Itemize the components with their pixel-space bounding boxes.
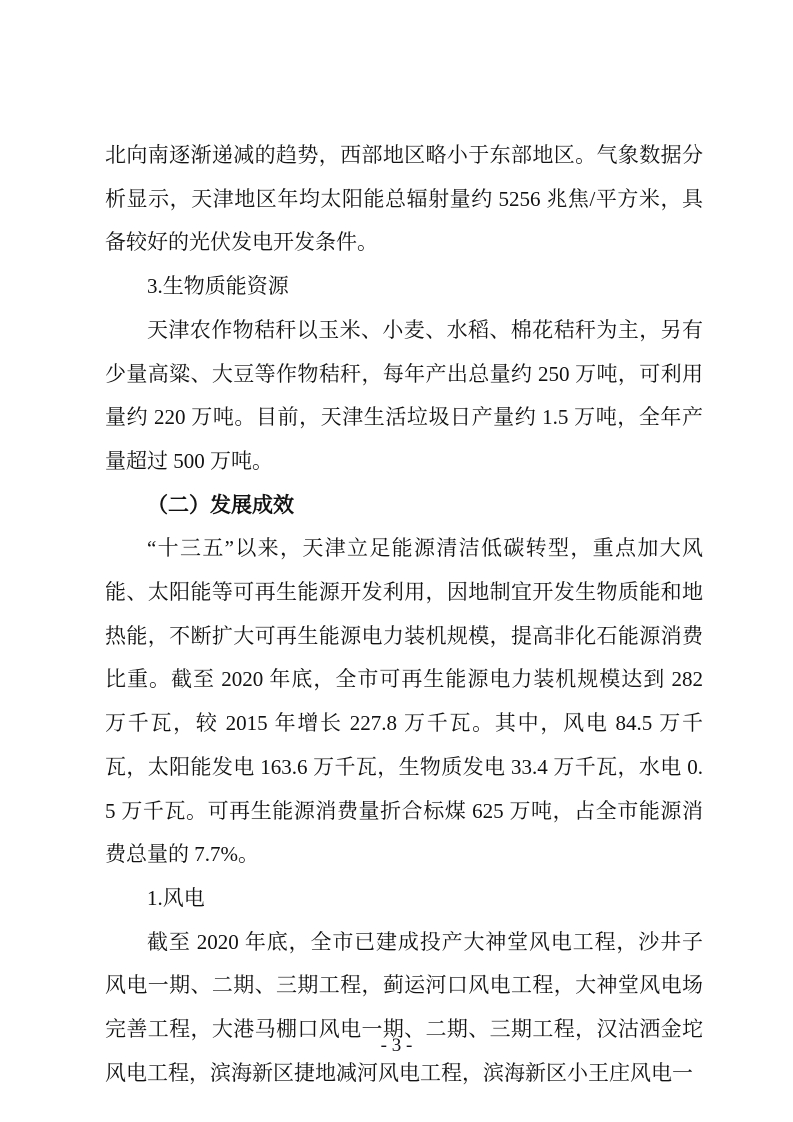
page-number: - 3 - <box>380 1035 413 1056</box>
para-biomass-resource: 天津农作物秸秆以玉米、小麦、水稻、棉花秸秆为主，另有少量高粱、大豆等作物秸秆，每年产出总量约 250 万吨，可利用量约 220 万吨。目前，天津生活垃圾日产量约 1.5 万吨，全年产量超过 500 万吨。 <box>105 317 703 473</box>
para-solar-resource-continuation: 北向南逐渐递减的趋势，西部地区略小于东部地区。气象数据分析显示，天津地区年均太阳能总辐射量约 5256 兆焦/平方米，具备较好的光伏发电开发条件。 <box>105 143 703 255</box>
para-development-achievements: “十三五”以来，天津立足能源清洁低碳转型，重点加大风能、太阳能等可再生能源开发利用，因地制宜开发生物质能和地热能，不断扩大可再生能源电力装机规模，提高非化石能源消费比重。截至 2020 年底，全市可再生能源电力装机规模达到 282 万千瓦，较 2015 年增长 227.8 万千瓦。其中，风电 84.5 万千瓦，太阳能发电 163.6 万千瓦，生物质发电 33.4 万千瓦，水电 0.5 万千瓦。可再生能源消费量折合标煤 625 万吨，占全市能源消费总量的 7.7%。 <box>105 536 703 867</box>
para-wind-power: 截至 2020 年底，全市已建成投产大神堂风电工程，沙井子风电一期、二期、三期工程，蓟运河口风电工程，大神堂风电场完善工程，大港马棚口风电一期、二期、三期工程，汉沽洒金坨风电工程，滨海新区捷地减河风电工程，滨海新区小王庄风电一 <box>105 929 703 1085</box>
heading-biomass-resource: 3.生物质能资源 <box>147 274 289 299</box>
heading-wind-power: 1.风电 <box>147 885 205 910</box>
heading-development-achievements: （二）发展成效 <box>147 492 294 517</box>
page-footer <box>0 1033 793 1059</box>
document-body <box>105 134 703 1095</box>
